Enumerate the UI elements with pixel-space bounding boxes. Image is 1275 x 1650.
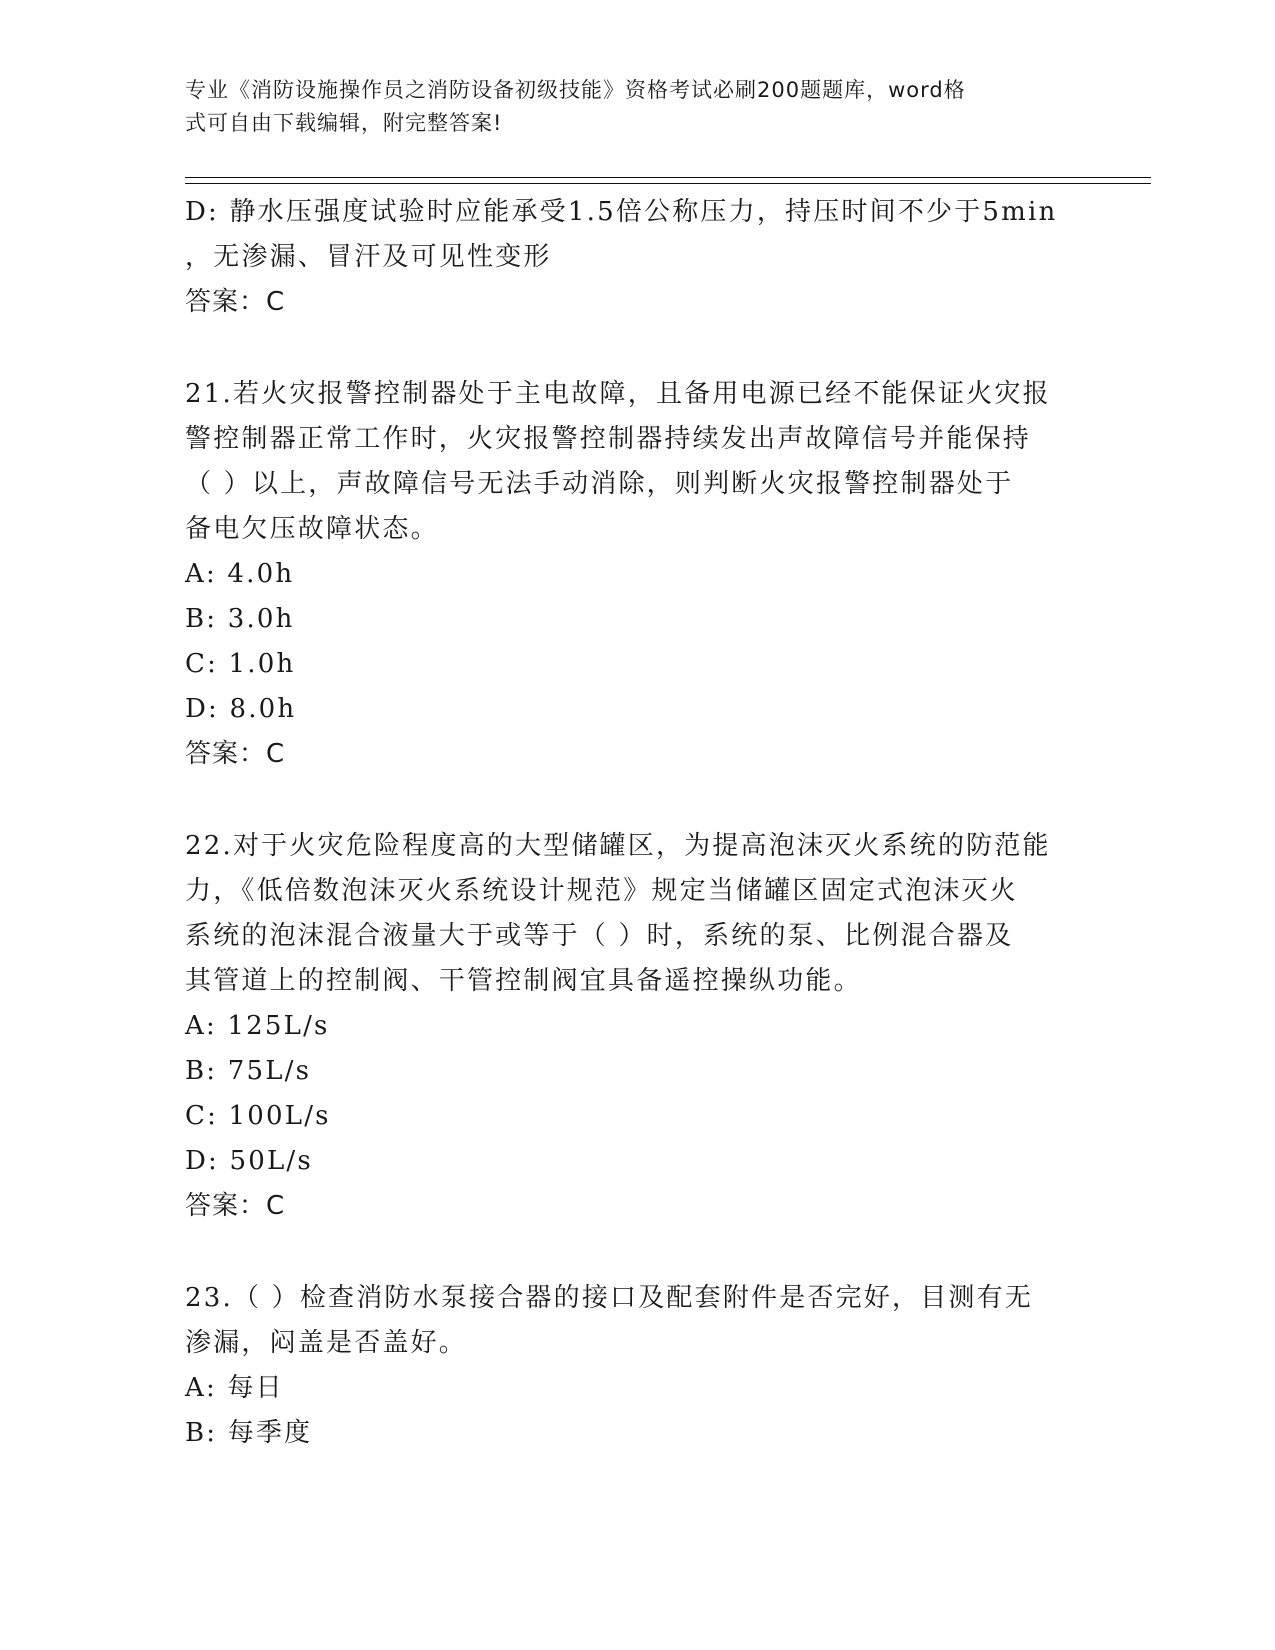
answer-label: 答案：C (185, 287, 286, 317)
prev-question-block (185, 190, 1085, 325)
option-d: D: 8.0h (185, 694, 297, 724)
option-b: B: 每季度 (185, 1418, 313, 1448)
question-text-line: 21.若火灾报警控制器处于主电故障，且备用电源已经不能保证火灾报 (185, 379, 1051, 409)
header-divider-bottom (185, 183, 1151, 184)
option-a: A: 每日 (185, 1373, 284, 1403)
spacer (185, 1229, 1085, 1276)
option-c: C: 1.0h (185, 649, 296, 679)
question-23 (185, 1276, 1085, 1456)
header-line-1: 专业《消防设施操作员之消防设备初级技能》资格考试必刷200题题库，word格 (185, 78, 966, 102)
question-text-line: 其管道上的控制阀、干管控制阀宜具备遥控操纵功能。 (185, 966, 862, 996)
question-text-line: 23.（ ）检查消防水泵接合器的接口及配套附件是否完好，目测有无 (185, 1283, 1034, 1313)
question-22 (185, 824, 1085, 1229)
question-text-line: （ ）以上，声故障信号无法手动消除，则判断火灾报警控制器处于 (185, 469, 1014, 499)
header-line-2: 式可自由下载编辑，附完整答案! (185, 111, 503, 135)
document-body (185, 190, 1085, 1456)
question-text-line: 渗漏，闷盖是否盖好。 (185, 1328, 468, 1358)
answer-label: 答案：C (185, 1191, 286, 1221)
answer-label: 答案：C (185, 739, 286, 769)
option-b: B: 75L/s (185, 1056, 312, 1086)
question-text-line: 备电欠压故障状态。 (185, 514, 439, 544)
option-d: D: 静水压强度试验时应能承受1.5倍公称压力，持压时间不少于5min (185, 197, 1058, 227)
option-d: D: 50L/s (185, 1146, 313, 1176)
option-a: A: 125L/s (185, 1011, 330, 1041)
option-c: C: 100L/s (185, 1101, 331, 1131)
question-text-line: 22.对于火灾危险程度高的大型储罐区，为提高泡沫灭火系统的防范能 (185, 831, 1051, 861)
spacer (185, 777, 1085, 824)
page-header (185, 74, 1085, 140)
question-text-line: 警控制器正常工作时，火灾报警控制器持续发出声故障信号并能保持 (185, 424, 1032, 454)
question-21 (185, 372, 1085, 777)
option-b: B: 3.0h (185, 604, 295, 634)
question-text-line: 力，《低倍数泡沫灭火系统设计规范》规定当储罐区固定式泡沫灭火 (185, 876, 1019, 906)
question-text-line: 系统的泡沫混合液量大于或等于（ ）时，系统的泵、比例混合器及 (185, 921, 1014, 951)
option-a: A: 4.0h (185, 559, 295, 589)
header-divider-top (185, 177, 1151, 178)
spacer (185, 325, 1085, 372)
option-d-continued: ，无渗漏、冒汗及可见性变形 (185, 242, 552, 272)
